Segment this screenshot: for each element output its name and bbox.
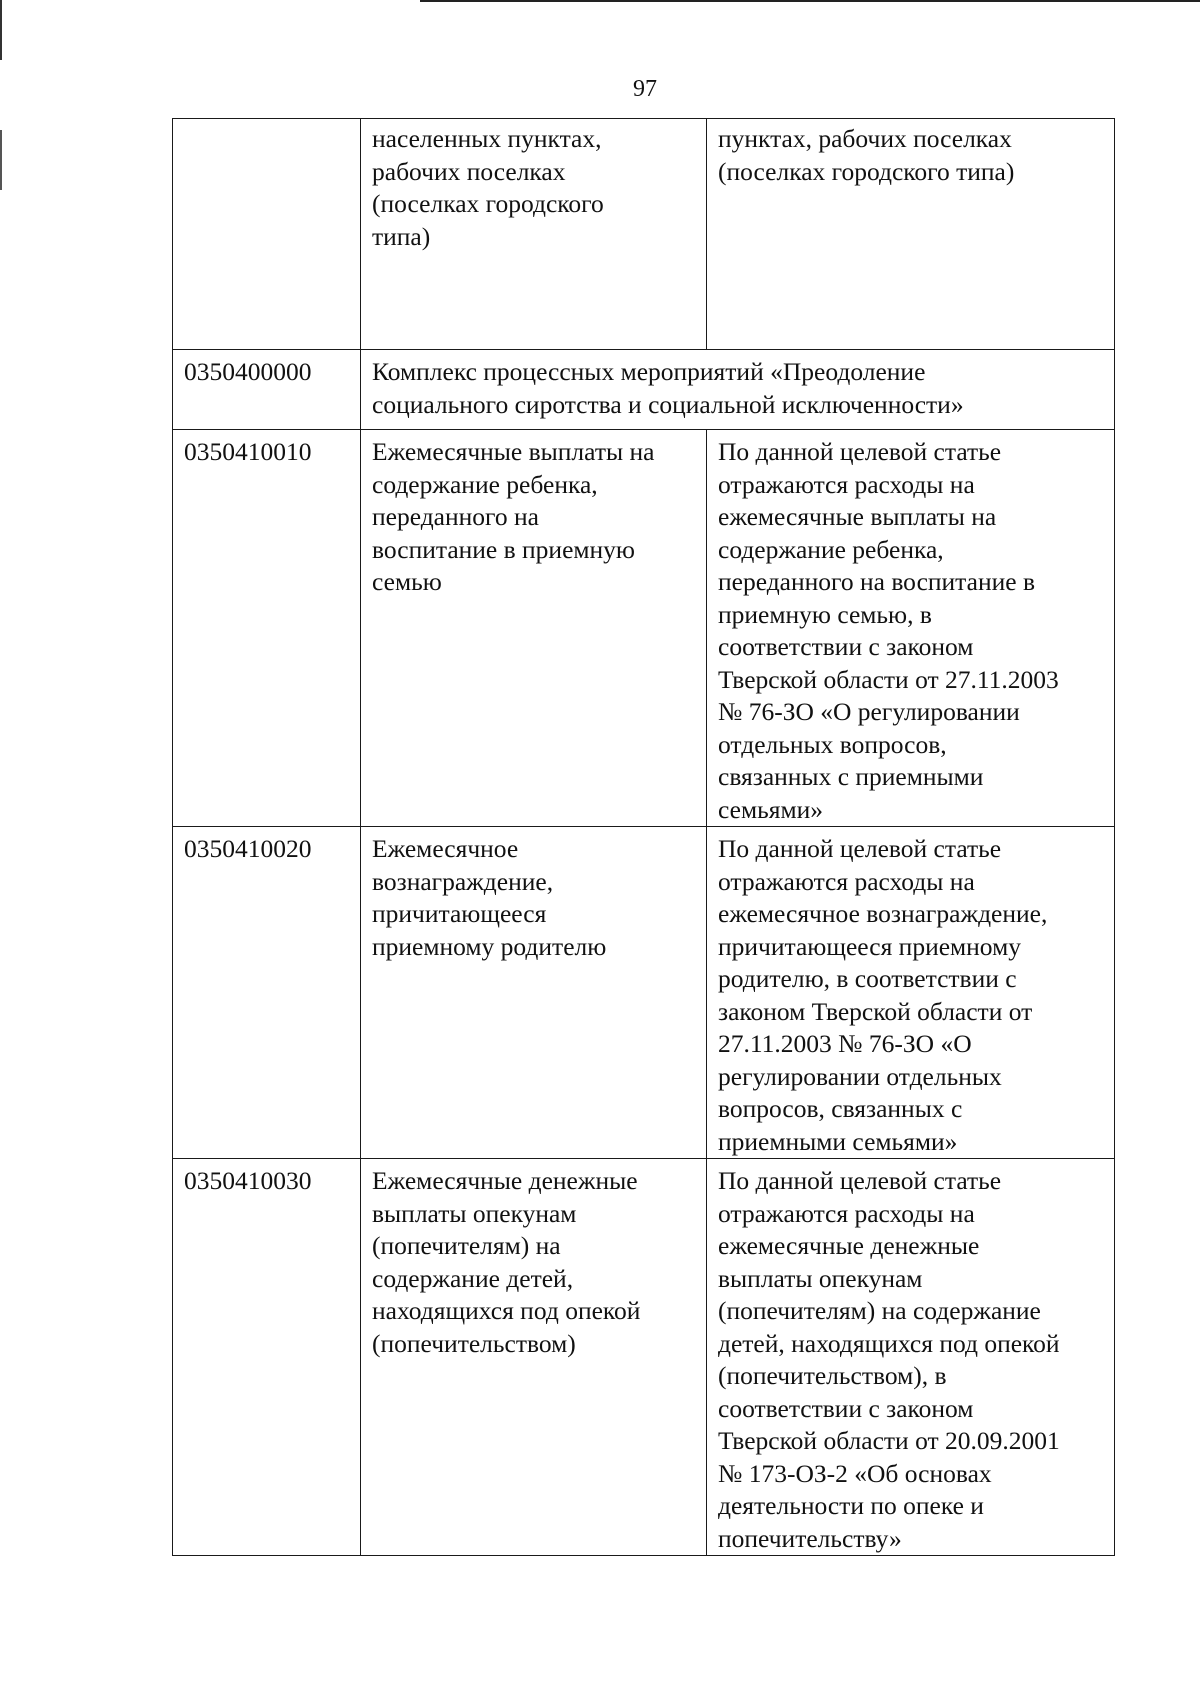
section-title-cell: Комплекс процессных мероприятий «Преодоление социального сиротства и социальной исключенности» [361, 350, 1115, 430]
row-name-cell: Ежемесячные выплаты на содержание ребенка, переданного на воспитание в приемную семью [361, 430, 707, 827]
row-name-cell: Ежемесячное вознаграждение, причитающееся приемному родителю [361, 827, 707, 1159]
row-description-cell: По данной целевой статье отражаются расходы на ежемесячные денежные выплаты опекунам (попечителям) на содержание детей, находящихся под опекой (попечительством), в соответствии с законом Тверской области от 20.09.2001 № 173-ОЗ-2 «Об основах деятельности по опеке и попечительству» [707, 1159, 1115, 1556]
row-code-cell: 0350410010 [173, 430, 361, 827]
row-code-cell [173, 119, 361, 350]
budget-classification-table [172, 118, 1115, 1556]
table-row [173, 827, 1115, 1159]
table-row [173, 430, 1115, 827]
row-name-cell: Ежемесячные денежные выплаты опекунам (попечителям) на содержание детей, находящихся под опекой (попечительством) [361, 1159, 707, 1556]
row-code-cell: 0350400000 [173, 350, 361, 430]
page-number: 97 [633, 76, 657, 102]
scan-border-top [420, 0, 1200, 2]
row-description-cell: По данной целевой статье отражаются расходы на ежемесячные выплаты на содержание ребенка, переданного на воспитание в приемную семью, в соответствии с законом Тверской области от 27.11.2003 № 76-ЗО «О регулировании отдельных вопросов, связанных с приемными семьями» [707, 430, 1115, 827]
row-description-cell: По данной целевой статье отражаются расходы на ежемесячное вознаграждение, причитающееся приемному родителю, в соответствии с законом Тверской области от 27.11.2003 № 76-ЗО «О регулировании отдельных вопросов, связанных с приемными семьями» [707, 827, 1115, 1159]
row-description-cell: пунктах, рабочих поселках (поселках городского типа) [707, 119, 1115, 350]
scan-border-left [0, 0, 2, 60]
table-row [173, 1159, 1115, 1556]
row-code-cell: 0350410030 [173, 1159, 361, 1556]
row-name-cell: населенных пунктах, рабочих поселках (поселках городского типа) [361, 119, 707, 350]
table-row-section-header [173, 350, 1115, 430]
row-code-cell: 0350410020 [173, 827, 361, 1159]
table-row [173, 119, 1115, 350]
scan-border-left-lower [0, 130, 2, 190]
